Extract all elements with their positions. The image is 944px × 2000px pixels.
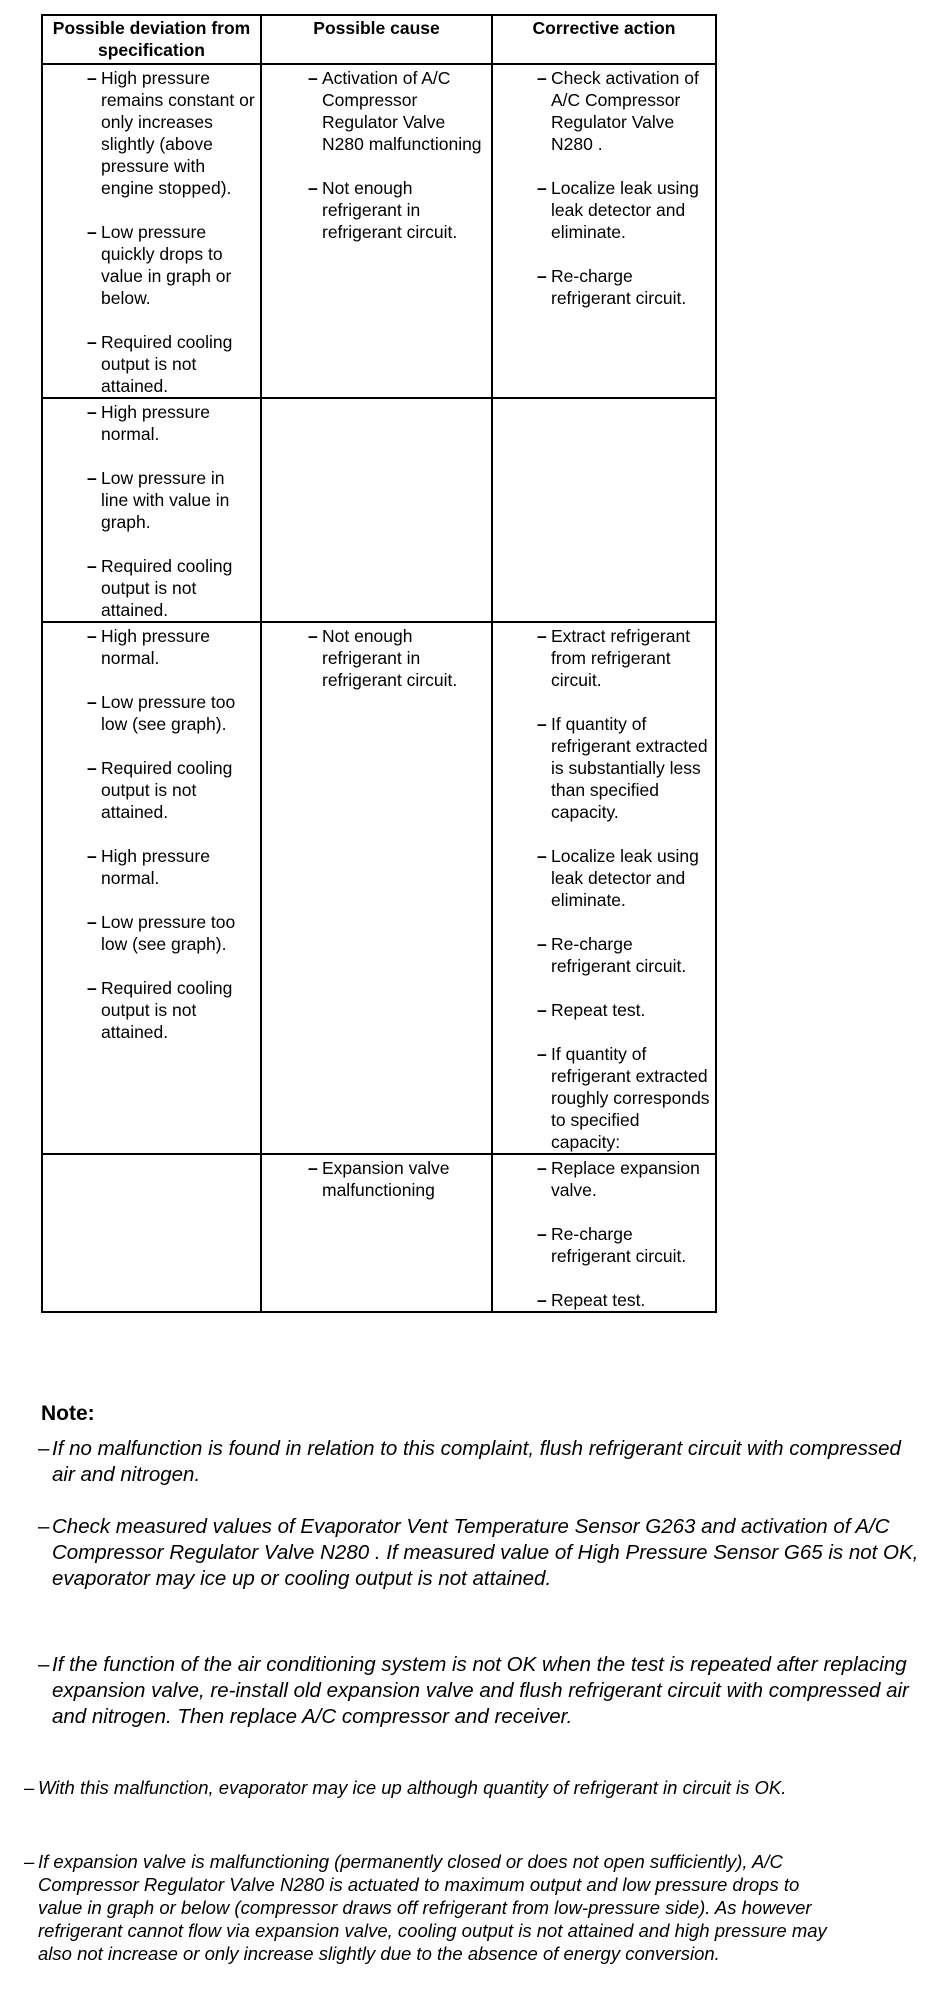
list-item [537,625,711,691]
item-text: Required cooling output is not attained. [101,332,233,396]
list-item [87,845,256,889]
item-text: Activation of A/C Compressor Regulator Valve N280 malfunctioning [322,68,482,154]
dash-icon: – [537,1158,547,1178]
dash-icon: – [537,846,547,866]
item-text: If quantity of refrigerant extracted is substantially less than specified capacity. [551,714,708,822]
dash-icon: – [24,1777,35,1798]
list-item [87,221,256,309]
list-item [87,555,256,621]
action-cell [492,622,716,1154]
dash-icon: – [24,1851,35,1872]
dash-icon: – [537,1290,547,1310]
item-text: Localize leak using leak detector and eliminate. [551,178,699,242]
deviation-cell [42,1154,261,1312]
list-item [87,911,256,955]
note-text: With this malfunction, evaporator may ice up although quantity of refrigerant in circuit is OK. [38,1777,787,1798]
note-text: If no malfunction is found in relation to this complaint, flush refrigerant circuit with compressed air and nitrogen. [52,1437,901,1486]
deviation-cell [42,64,261,398]
table-row [42,1154,716,1312]
dash-icon: – [537,1000,547,1020]
note-title: Note: [41,1402,95,1425]
note-item [38,1436,922,1488]
item-text: Required cooling output is not attained. [101,758,233,822]
dash-icon: – [38,1437,50,1460]
item-list [308,625,487,691]
item-text: High pressure remains constant or only increases slightly (above pressure with engine stopped). [101,68,255,198]
list-item [308,1157,487,1201]
list-item [87,67,256,199]
item-list [537,1157,711,1311]
dash-icon: – [87,846,97,866]
note-item [38,1652,922,1730]
dash-icon: – [308,1158,318,1178]
item-list [87,67,256,397]
header-deviation: Possible deviation from specification [42,15,261,64]
note-text: Check measured values of Evaporator Vent Temperature Sensor G263 and activation of A/C Compressor Regulator Valve N280 . If measured value of High Pressure Sensor G65 is not OK, evaporator may ice up or cooling output is not attained. [52,1515,919,1590]
dash-icon: – [537,626,547,646]
action-cell [492,398,716,622]
item-text: Repeat test. [551,1000,646,1020]
list-item [537,933,711,977]
dash-icon: – [537,266,547,286]
dash-icon: – [87,468,97,488]
item-text: Low pressure in line with value in graph. [101,468,230,532]
list-item [87,331,256,397]
item-text: Re-charge refrigerant circuit. [551,1224,687,1266]
list-item [87,757,256,823]
item-list [537,67,711,309]
dash-icon: – [87,68,97,88]
note-item [38,1514,922,1592]
item-text: Replace expansion valve. [551,1158,700,1200]
list-item [308,625,487,691]
item-text: Re-charge refrigerant circuit. [551,934,687,976]
list-item [308,177,487,243]
list-item [537,1157,711,1201]
table-header-row [42,15,716,64]
item-text: Expansion valve malfunctioning [322,1158,450,1200]
table-row [42,64,716,398]
dash-icon: – [87,758,97,778]
dash-icon: – [537,178,547,198]
item-list [308,67,487,243]
list-item [537,845,711,911]
dash-icon: – [308,626,318,646]
action-cell [492,64,716,398]
item-text: Not enough refrigerant in refrigerant circuit. [322,178,458,242]
item-list [87,625,256,1043]
dash-icon: – [87,332,97,352]
dash-icon: – [87,222,97,242]
list-item [537,177,711,243]
list-item [87,625,256,669]
list-item [87,691,256,735]
list-item [87,401,256,445]
list-item [537,1043,711,1153]
list-item [537,1223,711,1267]
item-text: If quantity of refrigerant extracted roughly corresponds to specified capacity: [551,1044,710,1152]
list-item [87,977,256,1043]
item-text: Repeat test. [551,1290,646,1310]
table-row [42,622,716,1154]
dash-icon: – [537,1044,547,1064]
item-text: High pressure normal. [101,846,210,888]
diagnosis-table [41,14,717,1313]
item-text: Low pressure too low (see graph). [101,692,236,734]
deviation-cell [42,622,261,1154]
dash-icon: – [38,1653,50,1676]
dash-icon: – [38,1515,50,1538]
dash-icon: – [87,692,97,712]
list-item [537,713,711,823]
dash-icon: – [308,68,318,88]
dash-icon: – [87,978,97,998]
item-text: Localize leak using leak detector and eliminate. [551,846,699,910]
list-item [308,67,487,155]
item-list [537,625,711,1153]
item-text: Not enough refrigerant in refrigerant circuit. [322,626,458,690]
dash-icon: – [87,626,97,646]
dash-icon: – [537,714,547,734]
dash-icon: – [87,402,97,422]
item-text: Re-charge refrigerant circuit. [551,266,687,308]
item-list [87,401,256,621]
dash-icon: – [308,178,318,198]
item-list [308,1157,487,1201]
cause-cell [261,64,492,398]
list-item [537,67,711,155]
dash-icon: – [537,68,547,88]
item-text: High pressure normal. [101,626,210,668]
note-item [24,1850,838,1965]
item-text: High pressure normal. [101,402,210,444]
list-item [537,1289,711,1311]
cause-cell [261,398,492,622]
list-item [87,467,256,533]
cause-cell [261,1154,492,1312]
list-item [537,265,711,309]
header-action: Corrective action [492,15,716,64]
list-item [537,999,711,1021]
item-text: Required cooling output is not attained. [101,556,233,620]
cause-cell [261,622,492,1154]
deviation-cell [42,398,261,622]
action-cell [492,1154,716,1312]
item-text: Low pressure too low (see graph). [101,912,236,954]
note-item [24,1776,838,1799]
table-row [42,398,716,622]
note-text: If expansion valve is malfunctioning (permanently closed or does not open sufficiently), A/C Compressor Regulator Valve N280 is actuated to maximum output and low pressure drops to value in graph or below (compressor draws off refrigerant from low-pressure side). As however refrigerant cannot flow via expansion valve, cooling output is not attained and high pressure may also not increase or only increase slightly due to the absence of energy conversion. [38,1851,827,1964]
table-body [42,64,716,1312]
item-text: Required cooling output is not attained. [101,978,233,1042]
note-text: If the function of the air conditioning system is not OK when the test is repeated after replacing expansion valve, re-install old expansion valve and flush refrigerant circuit with compressed air and nitrogen. Then replace A/C compressor and receiver. [52,1653,909,1728]
dash-icon: – [537,1224,547,1244]
item-text: Check activation of A/C Compressor Regulator Valve N280 . [551,68,699,154]
item-text: Low pressure quickly drops to value in graph or below. [101,222,232,308]
dash-icon: – [87,556,97,576]
header-cause: Possible cause [261,15,492,64]
dash-icon: – [537,934,547,954]
item-text: Extract refrigerant from refrigerant circuit. [551,626,691,690]
dash-icon: – [87,912,97,932]
